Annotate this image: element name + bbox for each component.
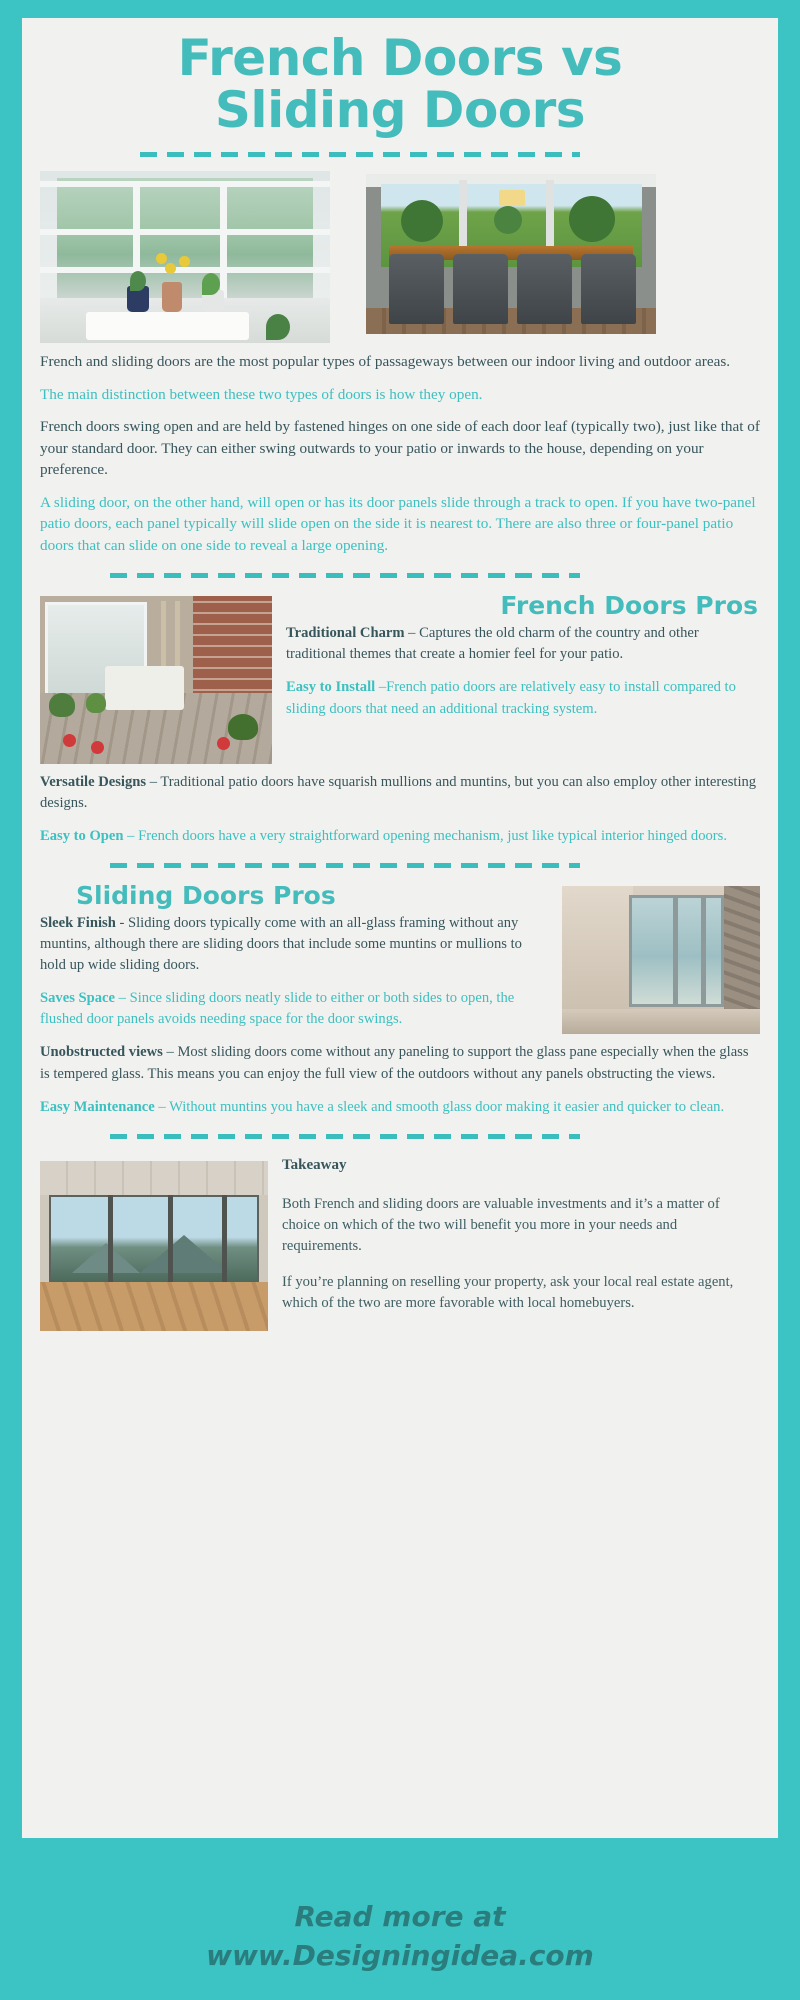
intro-paragraph-4: A sliding door, on the other hand, will open or has its door panels slide through a track to open. If you have two-panel patio doors, each panel typically will slide open on the side it is nearest to. There are also three or four-panel patio doors that can slide on one side to reveal a large opening. <box>40 493 756 555</box>
divider-dashed-french <box>110 573 580 578</box>
takeaway-section <box>22 1153 778 1339</box>
sliding-pro-text-4: – Without muntins you have a sleek and smooth glass door making it easier and quicker to clean. <box>154 1098 725 1115</box>
takeaway-heading: Takeaway <box>282 1156 347 1173</box>
french-pro-term-1: Traditional Charm <box>286 625 405 642</box>
sliding-pro-term-1: Sleek Finish <box>40 914 116 931</box>
french-pro-item-3 <box>40 772 760 814</box>
intro-paragraph-2: The main distinction between these two types of doors is how they open. <box>40 385 483 403</box>
sliding-pro-term-4: Easy Maintenance <box>40 1098 155 1115</box>
hero-image-row <box>22 171 778 343</box>
footer-website-link[interactable]: www.Designingidea.com <box>206 1938 594 1972</box>
sliding-doors-pros-section <box>22 882 778 1118</box>
title-line-2: Sliding Doors <box>214 81 586 139</box>
intro-paragraph-3: French doors swing open and are held by fastened hinges on one side of each door leaf (typically two), just like that of your standard door. They can either swing outwards to your patio or inwards to the house, depending on your preference. <box>40 418 760 479</box>
sliding-pro-text-1: - Sliding doors typically come with an all-glass framing without any muntins, although there are sliding doors that include some muntins or mullions to hold up wide sliding doors. <box>40 914 522 973</box>
infographic-canvas <box>22 18 778 1838</box>
french-pro-term-2: Easy to Install <box>286 679 376 696</box>
hero-image-dining-room <box>366 174 656 334</box>
divider-dashed-top <box>140 152 580 157</box>
french-pros-image <box>40 596 272 764</box>
sliding-pros-image <box>562 886 760 1034</box>
page-title <box>22 18 778 139</box>
french-pro-text-3: – Traditional patio doors have squarish mullions and muntins, but you can also employ other interesting designs. <box>40 773 757 811</box>
takeaway-paragraph-2: If you’re planning on reselling your property, ask your local real estate agent, which of the two are more favorable with local homebuyers. <box>282 1273 734 1312</box>
intro-paragraph-1: French and sliding doors are the most popular types of passageways between our indoor living and outdoor areas. <box>40 353 731 370</box>
takeaway-paragraph-1: Both French and sliding doors are valuable investments and it’s a matter of choice on which of the two will benefit you more in your needs and requirements. <box>282 1195 720 1255</box>
french-pro-text-1: – Captures the old charm of the country and other traditional themes that create a homier feel for your patio. <box>286 625 699 663</box>
french-pro-term-3: Versatile Designs <box>40 773 147 790</box>
sliding-pro-item-4 <box>40 1097 760 1118</box>
intro-section <box>22 351 778 557</box>
footer-read-more-label: Read more at <box>294 1900 506 1933</box>
divider-dashed-sliding <box>110 863 580 868</box>
sliding-pro-text-2: – Since sliding doors neatly slide to either or both sides to open, the flushed door panels avoids needing space for the door swings. <box>40 990 515 1028</box>
french-pro-text-2: –French patio doors are relatively easy to install compared to sliding doors that need an additional tracking system. <box>286 679 736 717</box>
sliding-pro-term-2: Saves Space <box>40 990 115 1007</box>
sliding-pro-term-3: Unobstructed views <box>40 1044 163 1061</box>
title-line-1: French Doors vs <box>177 29 623 87</box>
footer <box>0 1890 800 2000</box>
french-pro-item-4 <box>40 826 760 847</box>
french-doors-pros-heading: French Doors Pros <box>500 590 758 620</box>
sliding-doors-pros-heading: Sliding Doors Pros <box>76 881 336 911</box>
divider-dashed-takeaway <box>110 1134 580 1139</box>
french-pro-term-4: Easy to Open <box>40 827 124 844</box>
hero-image-french-doors <box>40 171 330 343</box>
french-doors-pros-section <box>22 592 778 847</box>
sliding-pro-item-3 <box>40 1042 760 1084</box>
takeaway-image <box>40 1161 268 1331</box>
french-pro-text-4: – French doors have a very straightforward opening mechanism, just like typical interior hinged doors. <box>123 827 727 844</box>
sliding-pro-text-3: – Most sliding doors come without any paneling to support the glass pane especially when the glass is tempered glass. This means you can enjoy the full view of the outdoors without any panels obstructing the views. <box>40 1044 749 1082</box>
